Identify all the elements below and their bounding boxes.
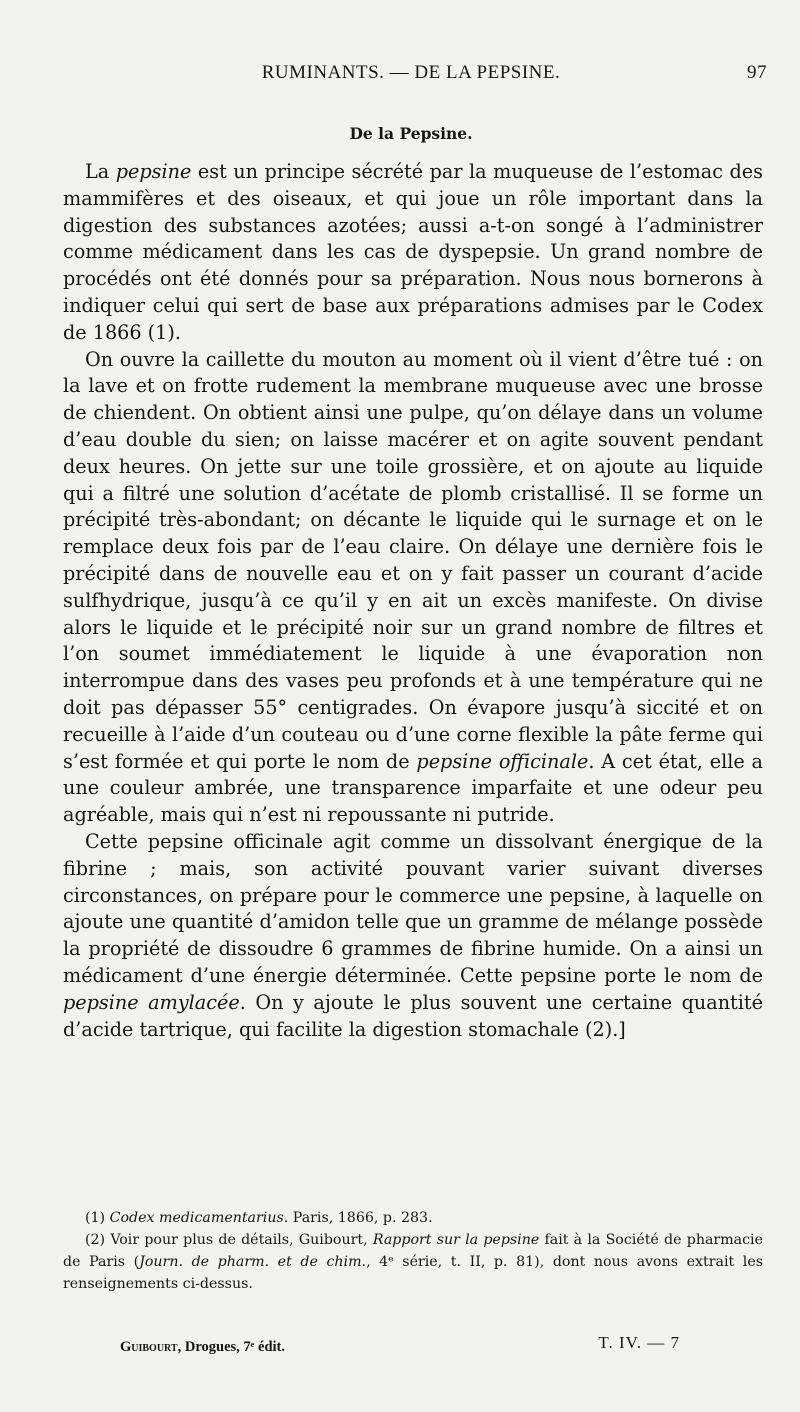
text-run: La: [85, 160, 116, 183]
running-title: RUMINANTS. — DE LA PEPSINE.: [261, 62, 561, 83]
footnote-1: [63, 1207, 763, 1229]
body-text: [63, 159, 763, 1043]
text-run: (1): [85, 1210, 110, 1226]
italic-term: Rapport sur la pepsine: [372, 1232, 540, 1248]
section-title: De la Pepsine.: [349, 124, 473, 143]
page-footer: [100, 1333, 680, 1363]
italic-term: pepsine: [115, 160, 192, 183]
text-run: fait à la Société de pharmacie de Paris (: [63, 1232, 763, 1270]
text-run: On ouvre la caillette du mouton au moment où il vient d’être tué : on la lave et on frotte rudement la membrane muqueuse avec une brosse de chiendent. On obtient ainsi une pulpe, qu’on délaye dans un volume d’eau double du sien; on laisse macérer et on agite souvent pendant deux heures. On jette sur une toile grossière, et on ajoute au liquide qui a filtré une solution d’acétate de plomb cristallisé. Il se forme un précipité très-abondant; on décante le liquide qui le surnage et on le remplace deux fois par de l’eau claire. On délaye une dernière fois le précipité dans de nouvelle eau et on y fait passer un courant d’acide sulfhydrique, jusqu’à ce qu’il y en ait un excès manifeste. On divise alors le liquide et le précipité noir sur un grand nombre de filtres et l’on soumet immédiatement le liquide à une évaporation non interrompue dans des vases peu profonds et à une température qui ne doit pas dépasser 55° centigrades. On évapore jusqu’à siccité et on recueille à l’aide d’un couteau ou d’une corne flexible la pâte ferme qui s’est formée et qui porte le nom de: [63, 347, 763, 773]
text-run: Cette pepsine officinale agit comme un dissolvant énergique de la fibrine ; mais, son activité pouvant varier suivant diverses circonstances, on prépare pour le commerce une pepsine, à laquelle on ajoute une quantité d’amidon telle que un gramme de mélange possède la propriété de dissoudre 6 grammes de fibrine humide. On a ainsi un médicament d’une énergie déterminée. Cette pepsine porte le nom de: [63, 829, 763, 987]
text-run: . On y ajoute le plus souvent une certaine quantité d’acide tartrique, qui facilite la digestion stomachale (2).]: [63, 990, 763, 1041]
text-run: , 4ᵉ série, t. II, p. 81), dont nous avons extrait les renseignements ci-dessus.: [63, 1254, 764, 1292]
text-run: est un principe sécrété par la muqueuse de l’estomac des mammifères et des oiseaux, et qui joue un rôle important dans la digestion des substances azotées; aussi a-t-on songé à l’administrer comme médicament dans les cas de dyspepsie. Un grand nombre de procédés ont été donnés pour sa préparation. Nous nous bornerons à indiquer celui qui sert de base aux préparations admises par le Codex de 1866 (1).: [63, 160, 763, 344]
text-run: . A cet état, elle a une couleur ambrée, une transparence imparfaite et une odeur peu agréable, mais qui n’est ni repoussante ni putride.: [63, 749, 763, 827]
italic-term: Journ. de pharm. et de chim.: [139, 1254, 367, 1270]
paragraph: [63, 829, 763, 1043]
printer-signature: [120, 1339, 285, 1356]
page-header: [55, 62, 767, 90]
italic-term: Codex medicamentarius: [109, 1210, 284, 1226]
signature-text: , Drogues, 7ᵉ édit.: [177, 1339, 286, 1355]
paragraph: [63, 347, 763, 829]
italic-term: pepsine amylacée: [63, 990, 240, 1014]
sheet-mark: T. IV. — 7: [598, 1333, 680, 1352]
paragraph: [63, 159, 763, 347]
page-number: 97: [747, 62, 767, 83]
footnote-2: [63, 1229, 763, 1295]
footnotes: [63, 1207, 763, 1295]
text-run: (2) Voir pour plus de détails, Guibourt,: [85, 1232, 373, 1248]
signature-author: Guibourt: [120, 1339, 178, 1355]
text-run: . Paris, 1866, p. 283.: [283, 1210, 433, 1226]
italic-term: pepsine officinale: [416, 749, 589, 773]
